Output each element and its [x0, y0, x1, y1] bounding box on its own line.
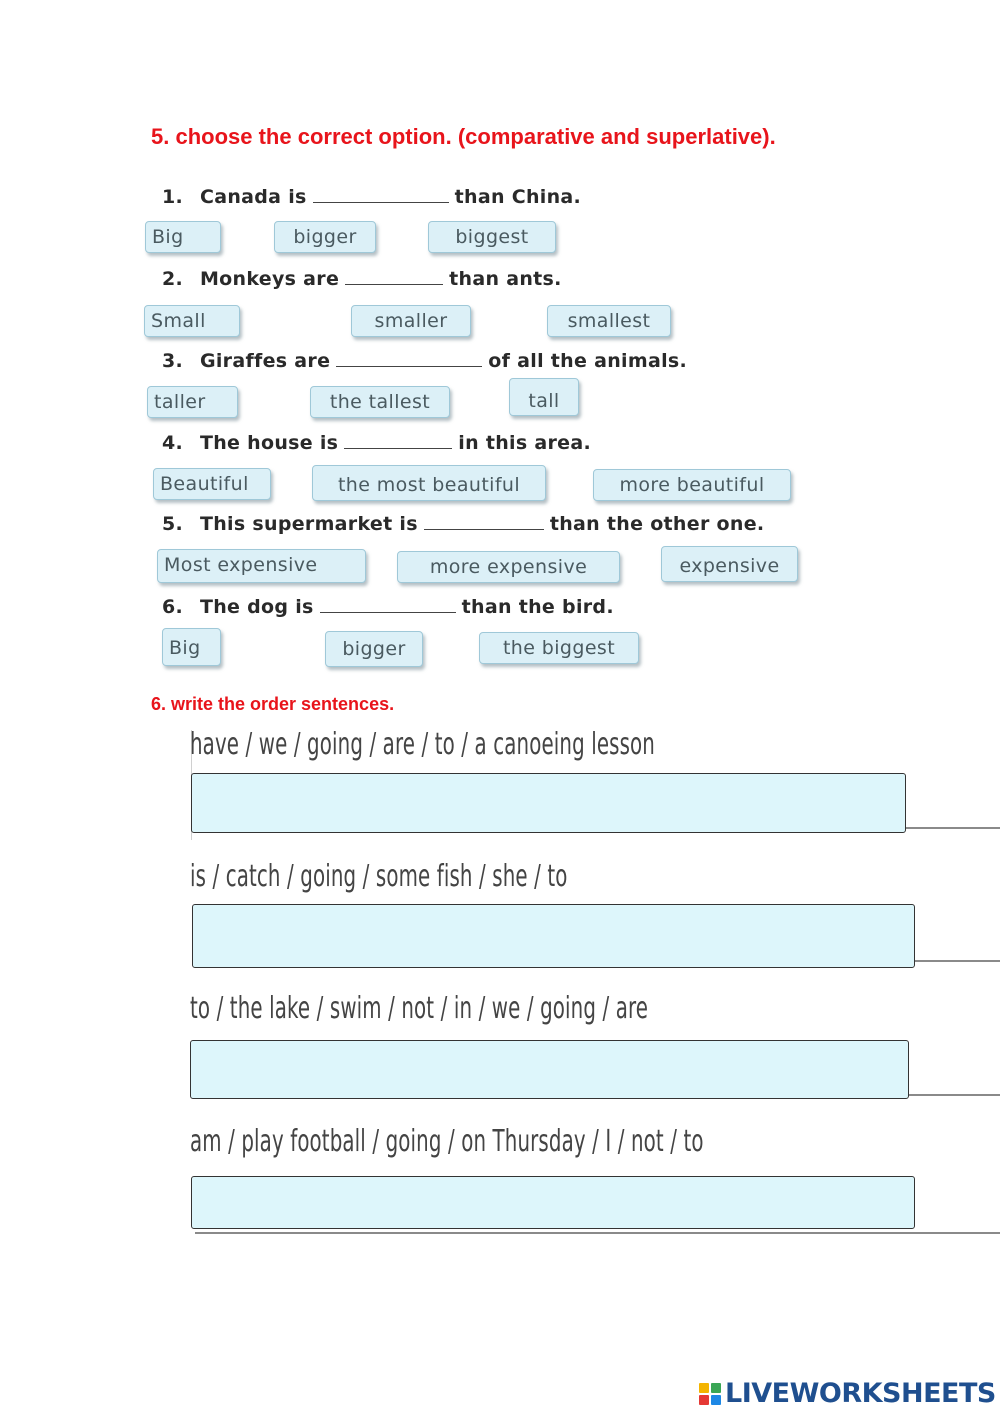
question-4 [162, 432, 591, 454]
option-button[interactable]: Big [145, 221, 221, 253]
question-number: 3. [162, 350, 184, 372]
writing-line [909, 1094, 1000, 1096]
writing-line [915, 960, 1000, 962]
blank-line [424, 513, 544, 530]
option-button[interactable]: smallest [547, 305, 671, 337]
blank-line [345, 268, 443, 285]
writing-line [195, 1232, 1000, 1234]
option-button[interactable]: smaller [351, 305, 471, 337]
blank-line [336, 350, 482, 367]
scrambled-sentence-2: is / catch / going / some fish / she / to [190, 859, 568, 894]
question-text-after: than the other one. [549, 513, 765, 535]
question-text-before: Monkeys are [199, 268, 340, 290]
question-text-before: The dog is [199, 596, 314, 618]
question-text-before: The house is [199, 432, 339, 454]
question-number: 5. [162, 513, 184, 535]
option-button[interactable]: Big [162, 628, 221, 666]
blank-line [344, 432, 452, 449]
blank-line [320, 596, 456, 613]
option-button[interactable]: biggest [428, 221, 556, 253]
option-button[interactable]: tall [509, 378, 579, 416]
option-button[interactable]: bigger [325, 631, 423, 667]
question-text-before: This supermarket is [199, 513, 418, 535]
question-text-after: of all the animals. [488, 350, 688, 372]
logo-mark-icon [699, 1383, 721, 1405]
answer-input-2[interactable] [192, 904, 915, 968]
question-text-after: than China. [454, 186, 582, 208]
option-button[interactable]: Most expensive [157, 549, 366, 583]
question-5 [162, 513, 764, 535]
question-6 [162, 596, 614, 618]
scrambled-sentence-4: am / play football / going / on Thursday / I / not / to [190, 1124, 704, 1159]
option-button[interactable]: taller [147, 386, 238, 418]
question-text-after: than ants. [449, 268, 562, 290]
blank-line [313, 186, 449, 203]
option-button[interactable]: the tallest [310, 386, 450, 418]
scrambled-sentence-3: to / the lake / swim / not / in / we / going / are [190, 991, 649, 1026]
question-1 [162, 186, 581, 208]
option-button[interactable]: bigger [274, 221, 376, 253]
option-button[interactable]: more beautiful [593, 469, 791, 501]
option-button[interactable]: more expensive [397, 551, 620, 583]
answer-input-3[interactable] [190, 1040, 909, 1099]
option-button[interactable]: the most beautiful [312, 465, 546, 501]
liveworksheets-logo [699, 1378, 996, 1409]
option-button[interactable]: expensive [661, 546, 798, 582]
question-text-before: Canada is [199, 186, 307, 208]
question-text-after: in this area. [458, 432, 592, 454]
question-3 [162, 350, 687, 372]
option-button[interactable]: Small [144, 305, 240, 337]
option-button[interactable]: the biggest [479, 632, 639, 664]
question-number: 4. [162, 432, 184, 454]
answer-input-1[interactable] [191, 773, 906, 833]
question-number: 2. [162, 268, 184, 290]
question-text-before: Giraffes are [199, 350, 331, 372]
answer-input-4[interactable] [191, 1176, 915, 1229]
section-6-title: 6. write the order sentences. [151, 694, 395, 714]
brand-name: LIVEWORKSHEETS [725, 1378, 996, 1409]
question-number: 6. [162, 596, 184, 618]
section-5-title: 5. choose the correct option. (comparative and superlative). [151, 124, 776, 149]
option-button[interactable]: Beautiful [153, 468, 271, 500]
question-number: 1. [162, 186, 184, 208]
writing-line [906, 827, 1000, 829]
question-text-after: than the bird. [461, 596, 614, 618]
scrambled-sentence-1: have / we / going / are / to / a canoeing lesson [190, 727, 655, 762]
question-2 [162, 268, 562, 290]
